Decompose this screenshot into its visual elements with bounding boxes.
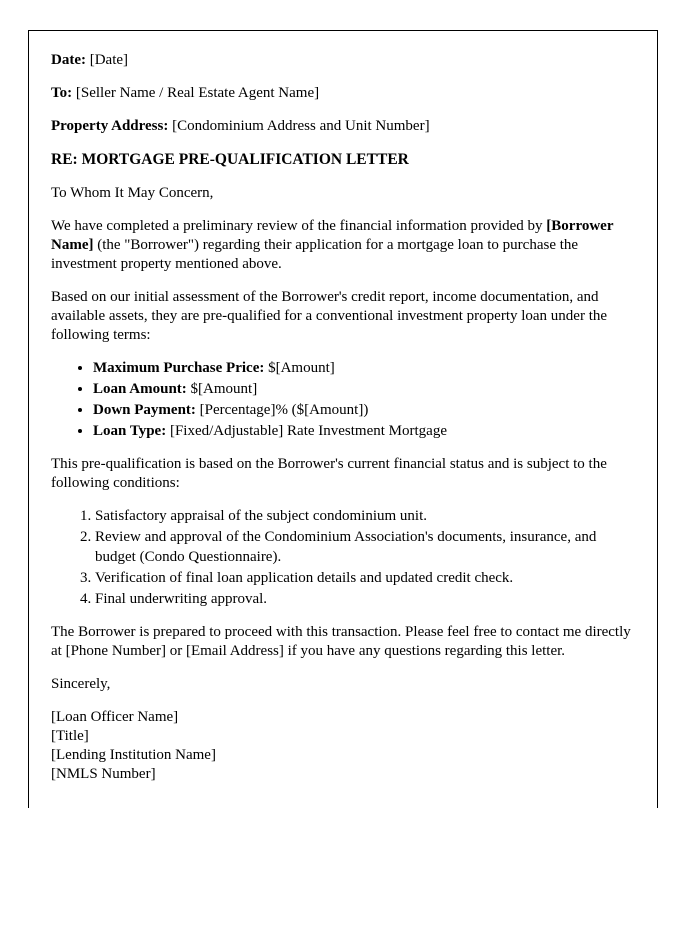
intro-text-before: We have completed a preliminary review of the financial information provided by	[51, 217, 547, 234]
term-value: [Fixed/Adjustable] Rate Investment Mortgage	[166, 423, 447, 440]
to-label: To:	[51, 85, 73, 102]
date-line	[51, 51, 635, 70]
term-value: $[Amount]	[264, 360, 335, 377]
term-item-loan-amount	[93, 380, 635, 399]
signature-line-institution: [Lending Institution Name]	[51, 746, 216, 763]
salutation: To Whom It May Concern,	[51, 184, 214, 201]
signoff: Sincerely,	[51, 675, 111, 692]
condition-item: 4. Final underwriting approval.	[95, 590, 635, 609]
letter-template-frame	[28, 30, 658, 808]
borrower-name-placeholder: [Borrower Name]	[51, 217, 614, 253]
conditions-list	[51, 507, 635, 608]
term-item-down-payment	[93, 401, 635, 420]
term-item-max-purchase-price	[93, 359, 635, 378]
to-line	[51, 84, 635, 103]
closing-paragraph: The Borrower is prepared to proceed with this transaction. Please feel free to contact me directly at [Phone Number] or [Email Address] if you have any questions regarding this letter.	[51, 623, 631, 659]
term-value: $[Amount]	[186, 381, 258, 398]
terms-intro-paragraph: Based on our initial assessment of the Borrower's credit report, income documentation, and available assets, they are pre-qualified for a conventional investment property loan under the following terms:	[51, 289, 608, 344]
signature-block	[51, 708, 635, 784]
signature-line-officer-name: [Loan Officer Name]	[51, 708, 179, 725]
date-value: [Date]	[85, 52, 129, 68]
intro-paragraph	[51, 217, 635, 274]
intro-text-after: (the "Borrower") regarding their application for a mortgage loan to purchase the investment property mentioned above.	[51, 236, 579, 272]
signature-line-title: [Title]	[51, 727, 89, 744]
condition-item: 1. Satisfactory appraisal of the subject condominium unit.	[95, 507, 635, 526]
term-label: Loan Amount:	[93, 381, 187, 398]
subject-heading: RE: MORTGAGE PRE-QUALIFICATION LETTER	[51, 151, 409, 169]
date-label: Date:	[51, 52, 86, 68]
term-label: Down Payment:	[93, 402, 196, 419]
term-label: Maximum Purchase Price:	[93, 360, 265, 377]
term-value: [Percentage]% ($[Amount])	[195, 402, 369, 419]
signature-line-nmls: [NMLS Number]	[51, 765, 156, 782]
term-label: Loan Type:	[93, 423, 167, 440]
terms-list	[51, 359, 635, 441]
to-value: [Seller Name / Real Estate Agent Name]	[72, 85, 320, 102]
condition-item: 2. Review and approval of the Condominium Association's documents, insurance, and budget (Condo Questionnaire).	[95, 528, 635, 566]
term-item-loan-type	[93, 422, 635, 441]
property-address-label: Property Address:	[51, 118, 169, 135]
property-address-value: [Condominium Address and Unit Number]	[168, 118, 430, 135]
property-address-line	[51, 117, 635, 136]
conditions-intro-paragraph: This pre-qualification is based on the Borrower's current financial status and is subject to the following conditions:	[51, 456, 607, 492]
condition-item: 3. Verification of final loan application details and updated credit check.	[95, 569, 635, 588]
